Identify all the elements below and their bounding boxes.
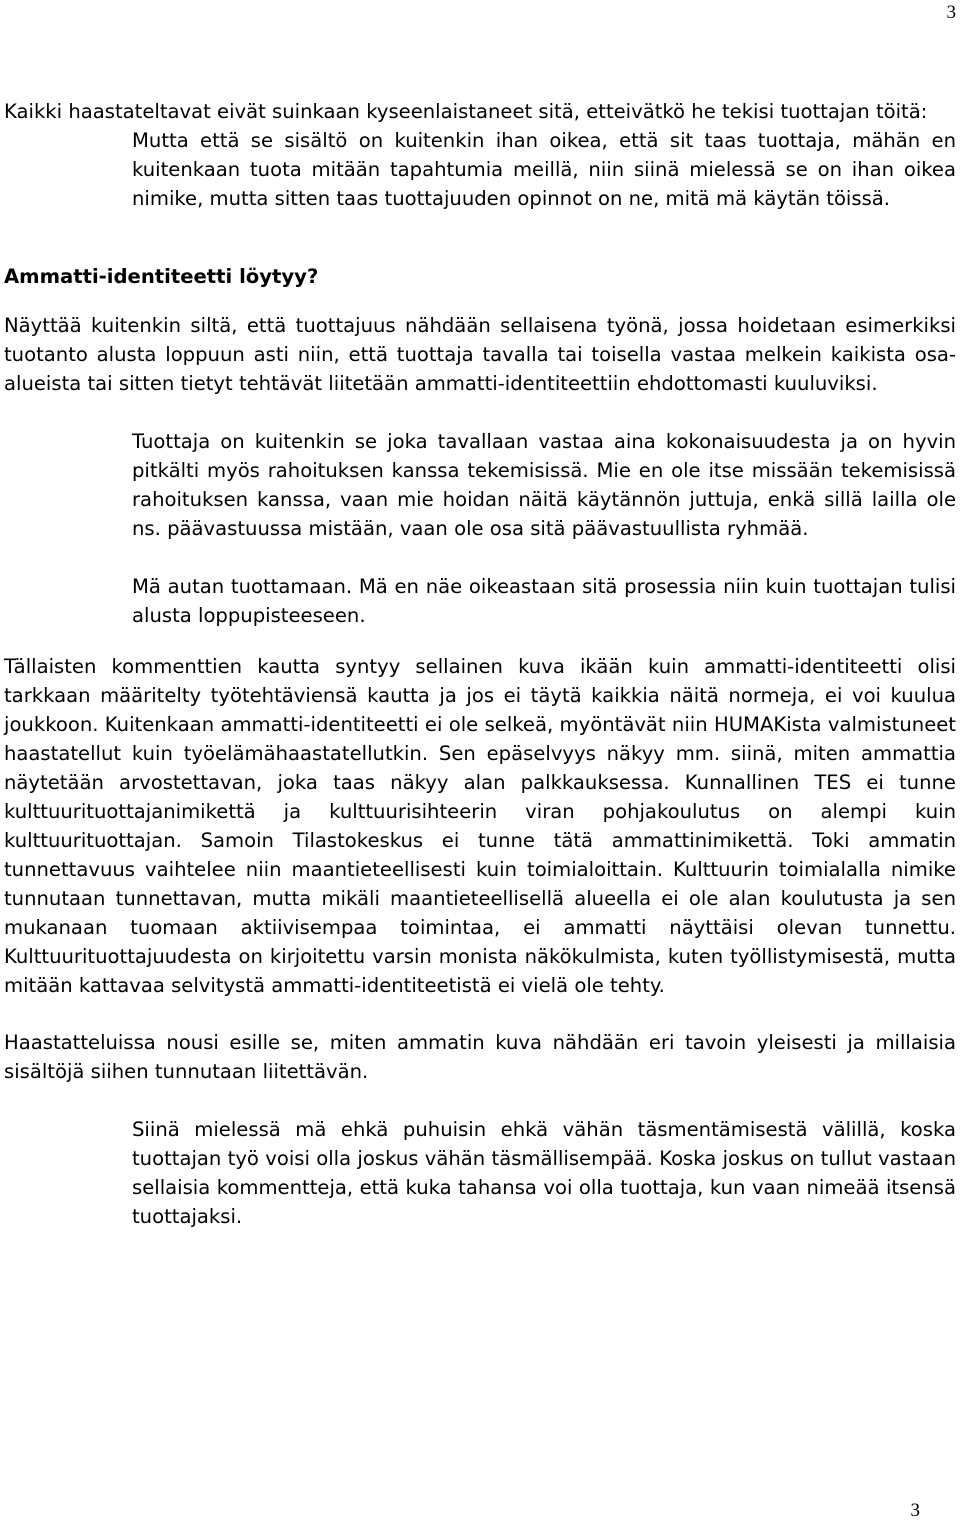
page-number-top: 3 — [946, 2, 956, 23]
section-heading: Ammatti-identiteetti löytyy? — [4, 265, 319, 288]
interview-quote-1: Mutta että se sisältö on kuitenkin ihan oikea, että sit taas tuottaja, mähän en kuitenkaan tuota mitään tapahtumia meillä, niin siinä mielessä se on ihan oikea nimike, mutta sitten taas tuottajuuden opinnot on ne, mitä mä käytän töissä. — [132, 129, 956, 210]
interview-quote-2: Tuottaja on kuitenkin se joka tavallaan vastaa aina kokonaisuudesta ja on hyvin pitkälti myös rahoituksen kanssa tekemisissä. Mie en ole itse missään tekemisissä rahoituksen kanssa, vaan mie hoidan näitä käytännön juttuja, enkä sillä lailla ole ns. päävastuussa mistään, vaan ole osa sitä päävastuullista ryhmää. — [132, 430, 956, 540]
interview-quote-3: Mä autan tuottamaan. Mä en näe oikeastaan sitä prosessia niin kuin tuottajan tulisi alusta loppupisteeseen. — [132, 575, 956, 627]
paragraph-4: Haastatteluissa nousi esille se, miten ammatin kuva nähdään eri tavoin yleisesti ja millaisia sisältöjä siihen tunnutaan liitettävän. — [4, 1031, 956, 1083]
paragraph-3: Tällaisten kommenttien kautta syntyy sellainen kuva ikään kuin ammatti-identiteetti olisi tarkkaan määritelty työtehtäviensä kautta ja jos ei täytä kaikkia näitä normeja, ei voi kuulua joukkoon. Kuitenkaan ammatti-identiteetti ei ole selkeä, myöntävät niin HUMAKista valmistuneet haastatellut kuin työelämähaastatellutkin. Sen epäselvyys näkyy mm. siinä, miten ammattia näytetään arvostettavan, joka taas näkyy alan palkkauksessa. Kunnallinen TES ei tunne kulttuurituottajanimikettä ja kulttuurisihteerin viran pohjakoulutus on alempi kuin kulttuurituottajan. Samoin Tilastokeskus ei tunne tätä ammattinimikettä. Toki ammatin tunnettavuus vaihtelee niin maantieteellisesti kuin toimialoittain. Kulttuurin toimialalla nimike tunnutaan tunnettavan, mutta mikäli maantieteellisellä alueella ei ole alan koulutusta ja sen mukanaan tuomaan aktiivisempaa toimintaa, ei ammatti näyttäisi olevan tunnettu. Kulttuurituottajuudesta on kirjoitettu varsin monista näkökulmista, kuten työllistymisestä, mutta mitään kattavaa selvitystä ammatti-identiteetistä ei vielä ole tehty. — [4, 655, 956, 997]
paragraph-intro: Kaikki haastateltavat eivät suinkaan kyseenlaistaneet sitä, etteivätkö he tekisi tuottajan töitä: — [4, 100, 928, 123]
page-number-bottom: 3 — [910, 1500, 920, 1521]
document-body — [4, 97, 956, 1231]
paragraph-2: Näyttää kuitenkin siltä, että tuottajuus nähdään sellaisena työnä, jossa hoidetaan esimerkiksi tuotanto alusta loppuun asti niin, että tuottaja tavalla tai toisella vastaa melkein kaikista osa-alueista tai sitten tietyt tehtävät liitetään ammatti-identiteettiin ehdottomasti kuuluviksi. — [4, 314, 956, 395]
interview-quote-4: Siinä mielessä mä ehkä puhuisin ehkä vähän täsmentämisestä välillä, koska tuottajan työ voisi olla joskus vähän täsmällisempää. Koska joskus on tullut vastaan sellaisia kommentteja, että kuka tahansa voi olla tuottaja, kun vaan nimeää itsensä tuottajaksi. — [132, 1118, 956, 1228]
